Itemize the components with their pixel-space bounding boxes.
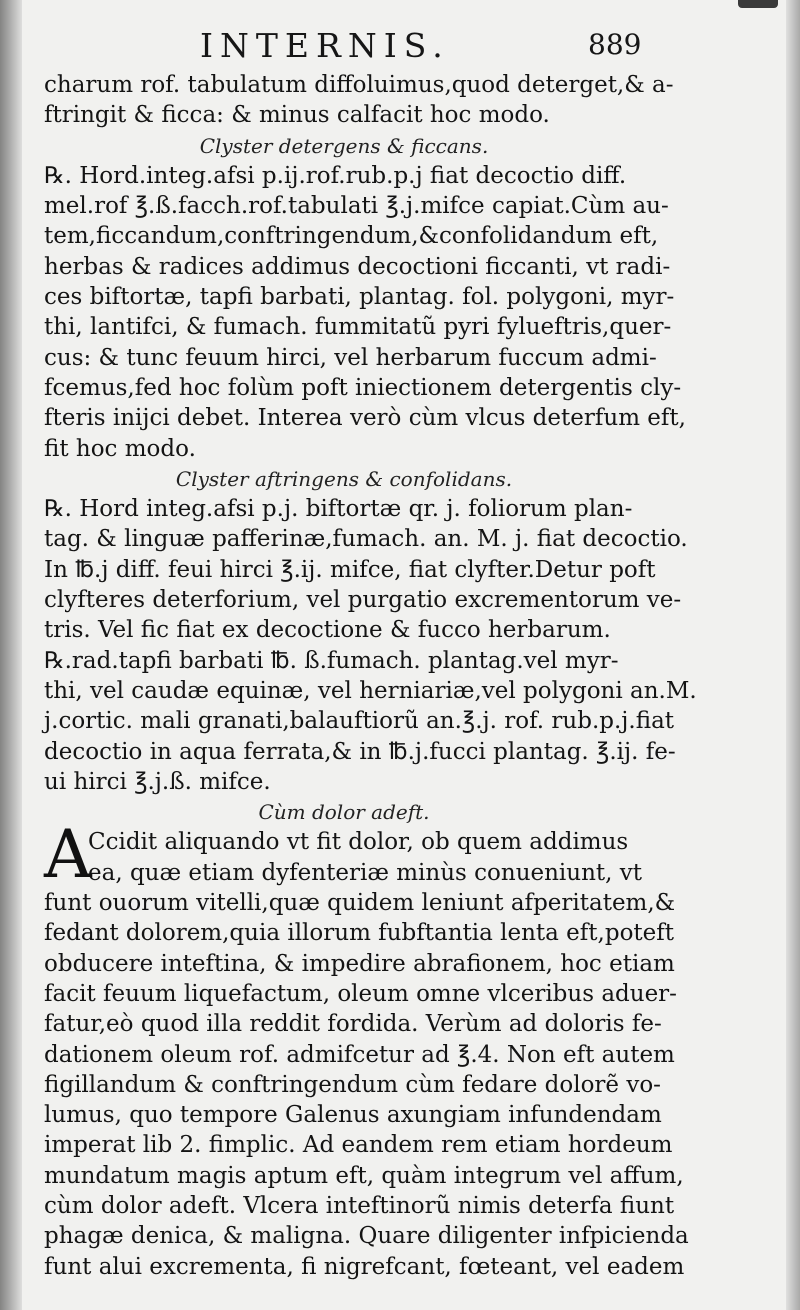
text-line: fedant dolorem,quia illorum fubftantia lenta eft,poteft xyxy=(44,920,675,947)
text-line: fteris inijci debet. Interea verò cùm vlcus deterfum eft, xyxy=(44,405,686,432)
text-line: cus: & tunc feuum hirci, vel herbarum fuccum admi- xyxy=(44,344,657,371)
page-number: 889 xyxy=(588,28,642,61)
text-line: funt ouorum vitelli,quæ quidem leniunt afperitatem,& xyxy=(44,890,676,917)
text-line: Ccidit aliquando vt fit dolor, ob quem addimus xyxy=(88,829,629,856)
text-line: cùm dolor adeft. Vlcera inteftinorũ nimis deterfa fiunt xyxy=(44,1192,675,1219)
text-line: ui hirci ℥.j.ß. mifce. xyxy=(44,768,271,795)
text-line: figillandum & conftringendum cùm fedare dolorẽ vo- xyxy=(44,1071,661,1098)
text-line: phagæ denica, & maligna. Quare diligenter infpicienda xyxy=(44,1223,689,1250)
text-line: dationem oleum rof. admifcetur ad ℥.4. Non eft autem xyxy=(44,1041,675,1068)
text-line: tem,ficcandum,conftringendum,&confolidandum eft, xyxy=(44,223,659,250)
text-line: facit feuum liquefactum, oleum omne vlceribus aduer- xyxy=(44,980,677,1007)
section-heading: Cùm dolor adeft. xyxy=(258,800,430,825)
page-header xyxy=(0,26,800,66)
text-line: thi, lantifci, & fumach. fummitatũ pyri fylueftris,quer- xyxy=(44,314,672,341)
section-heading: Clyster detergens & ficcans. xyxy=(199,133,489,158)
text-line: ftringit & ficca: & minus calfacit hoc modo. xyxy=(44,102,550,129)
text-line: funt alui excrementa, fi nigrefcant, fœteant, vel eadem xyxy=(44,1253,685,1280)
section-heading: Clyster aftringens & confolidans. xyxy=(175,466,513,491)
text-line: tris. Vel fic fiat ex decoctione & fucco herbarum. xyxy=(44,617,611,644)
text-line: fcemus,fed hoc folùm poft iniectionem detergentis cly- xyxy=(44,374,682,401)
running-title: INTERNIS. xyxy=(200,26,450,65)
body-text xyxy=(44,70,697,1282)
text-line: fatur,eò quod illa reddit fordida. Verùm ad doloris fe- xyxy=(44,1011,662,1038)
drop-cap: A xyxy=(44,816,92,894)
dropcap-paragraph xyxy=(44,816,644,894)
text-line: ℞. Hord integ.afsi p.j. biftortæ qr. j. foliorum plan- xyxy=(44,496,633,523)
text-line: mel.rof ℥.ß.facch.rof.tabulati ℥.j.mifce capiat.Cùm au- xyxy=(44,193,669,220)
text-line: ea, quæ etiam dyfenteriæ minùs conueniunt, vt xyxy=(88,859,643,886)
text-line: mundatum magis aptum eft, quàm integrum vel affum, xyxy=(44,1162,684,1189)
page-corner-mark xyxy=(738,0,778,8)
text-line: ℞.rad.tapfi barbati ℔. ß.fumach. plantag.vel myr- xyxy=(44,647,619,674)
text-line: ℞. Hord.integ.afsi p.ij.rof.rub.p.j fiat decoctio diff. xyxy=(44,162,627,189)
text-line: clyfteres deterforium, vel purgatio excrementorum ve- xyxy=(44,587,682,614)
text-line: imperat lib 2. fimplic. Ad eandem rem etiam hordeum xyxy=(44,1132,673,1159)
text-line: herbas & radices addimus decoctioni ficcanti, vt radi- xyxy=(44,253,671,280)
text-line: fit hoc modo. xyxy=(44,435,196,462)
text-line: charum rof. tabulatum diffoluimus,quod deterget,& a- xyxy=(44,72,674,98)
text-line: ces biftortæ, tapfi barbati, plantag. fol. polygoni, myr- xyxy=(44,284,675,311)
page-gutter-shadow xyxy=(0,0,22,1310)
text-line: obducere inteftina, & impedire abrafionem, hoc etiam xyxy=(44,950,675,977)
text-line: lumus, quo tempore Galenus axungiam infundendam xyxy=(44,1102,662,1129)
text-line: j.cortic. mali granati,balauftiorũ an.℥.j. rof. rub.p.j.fiat xyxy=(44,708,675,735)
text-line: thi, vel caudæ equinæ, vel herniariæ,vel polygoni an.M. xyxy=(44,677,697,704)
text-line: In ℔.j diff. feui hirci ℥.ij. mifce, fiat clyfter.Detur poft xyxy=(44,556,656,583)
text-line: tag. & linguæ pafferinæ,fumach. an. M. j. fiat decoctio. xyxy=(44,526,688,553)
text-line: decoctio in aqua ferrata,& in ℔.j.fucci plantag. ℥.ij. fe- xyxy=(44,738,676,765)
page-edge-shadow xyxy=(786,0,800,1310)
